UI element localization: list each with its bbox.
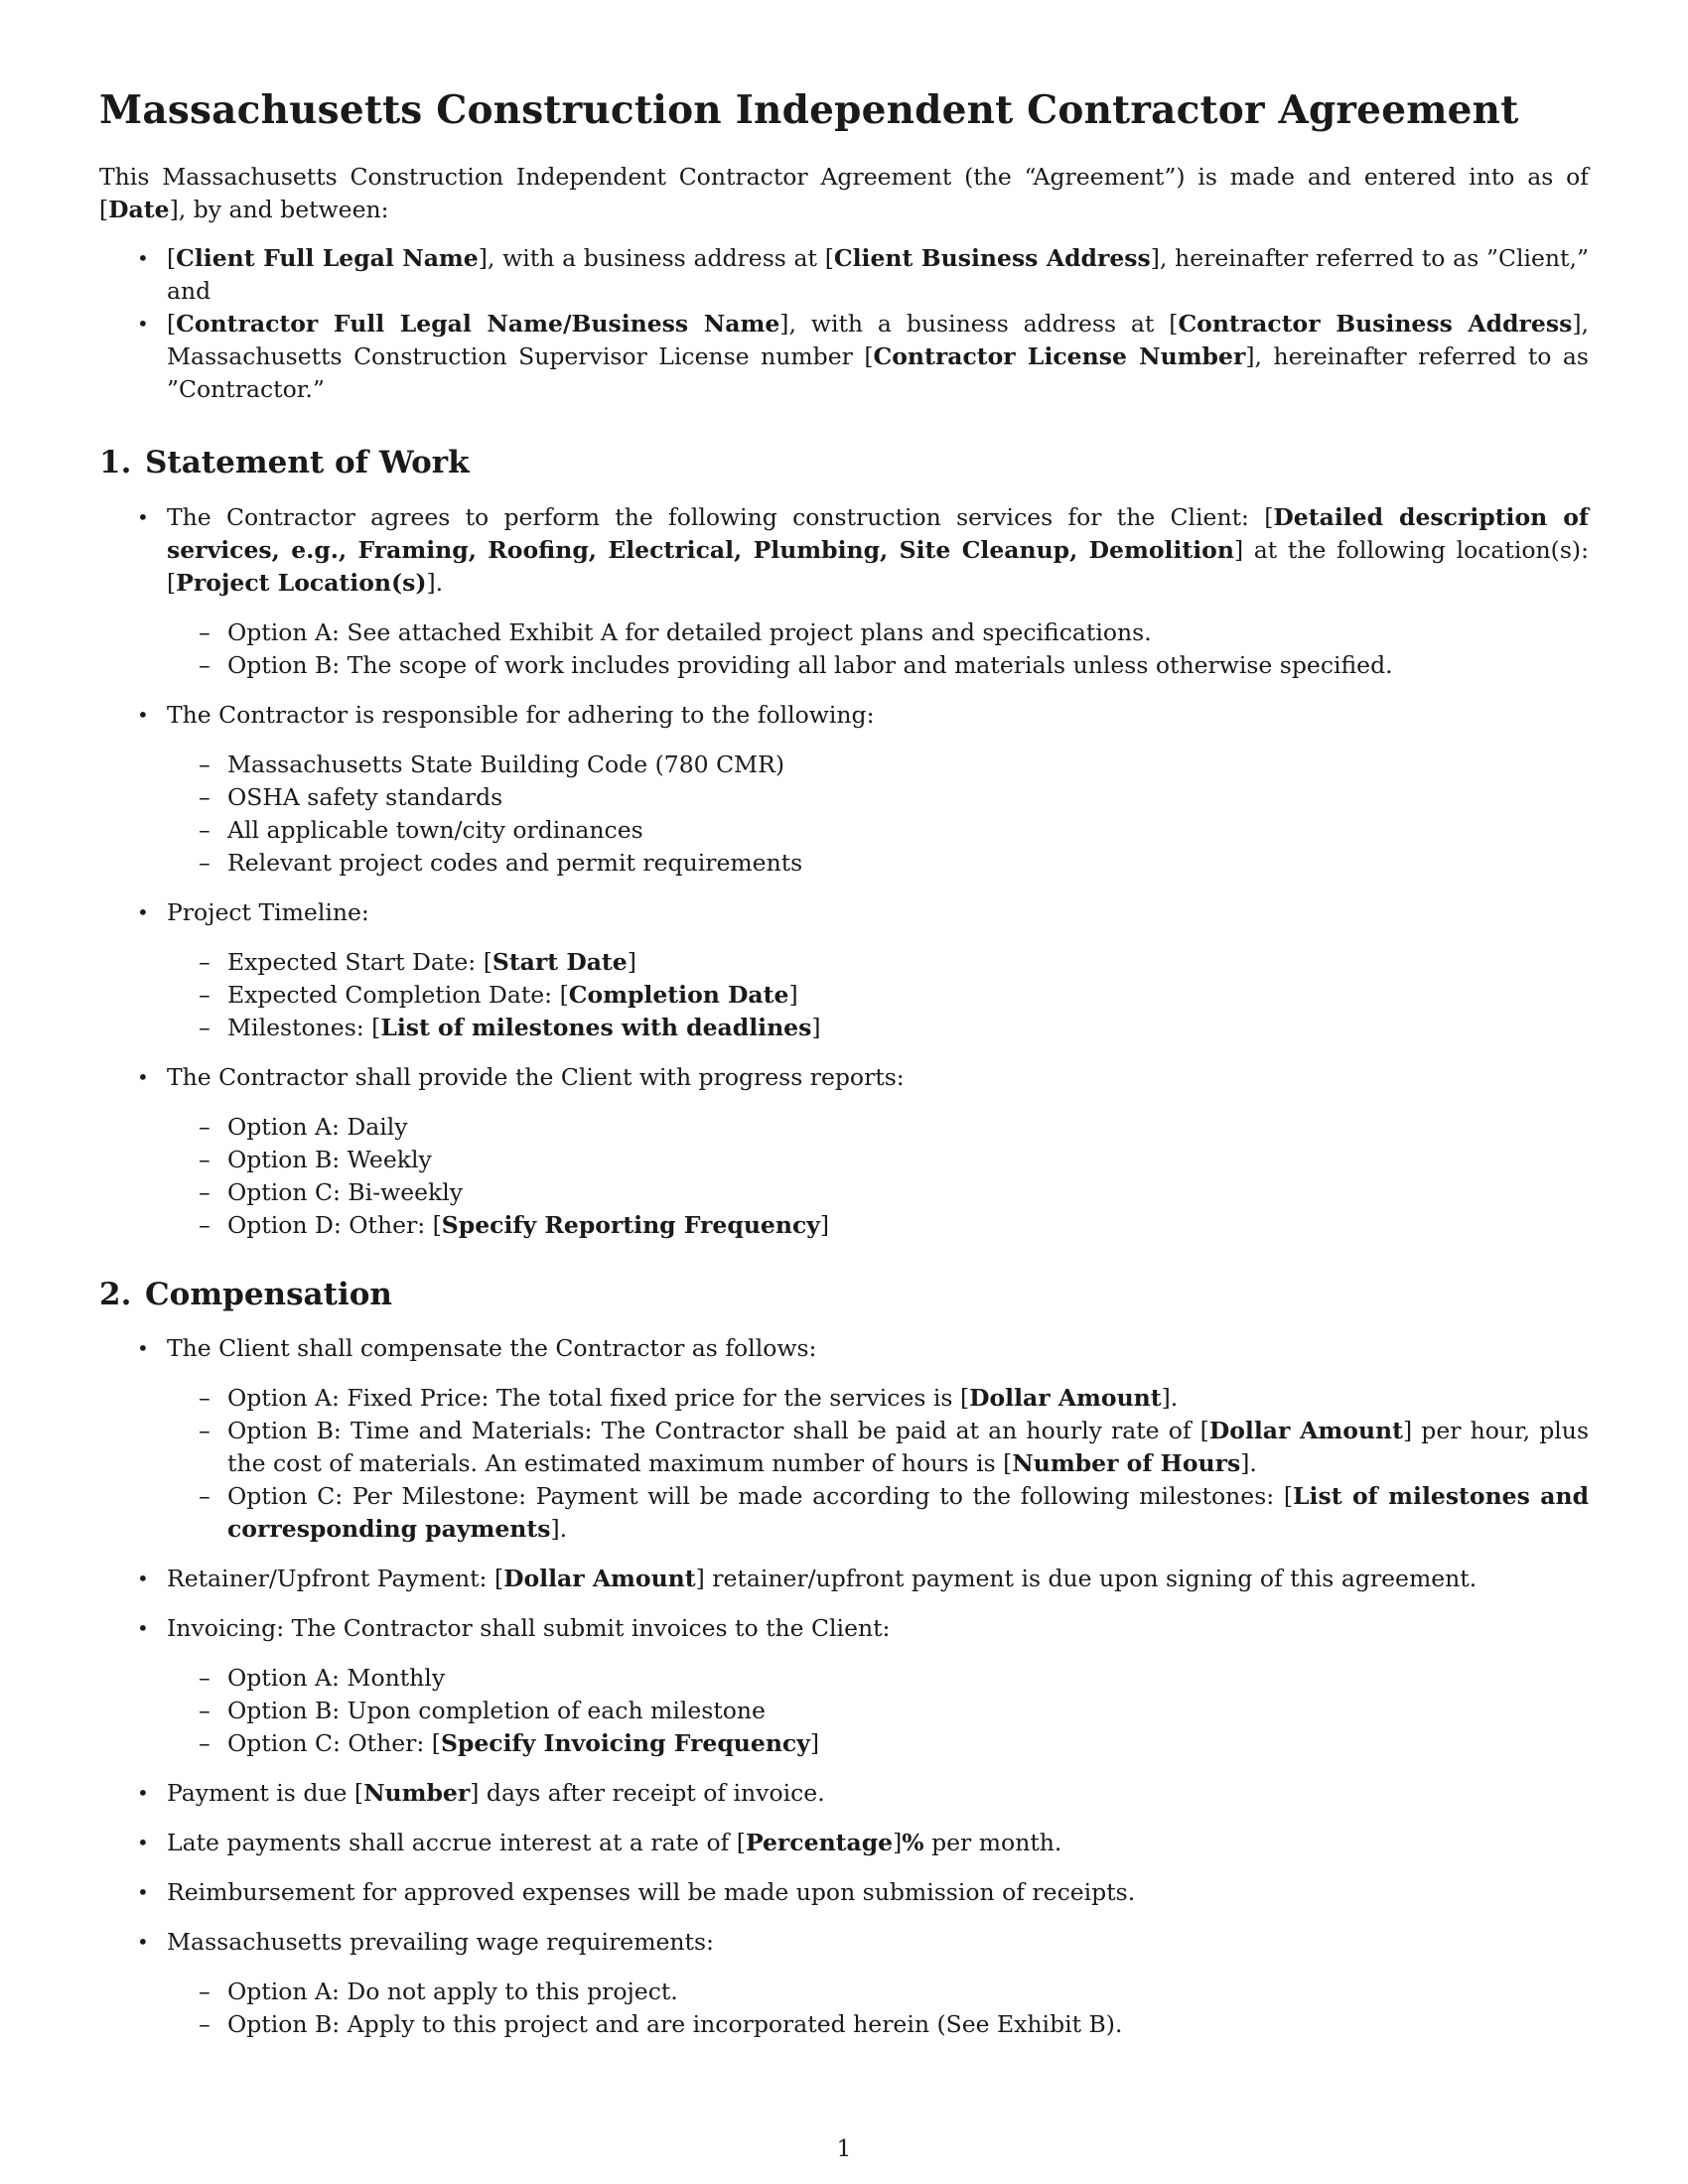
milestones-label: Milestones:	[227, 1014, 372, 1041]
compensation-text: The Client shall compensate the Contractor as follows:	[167, 1334, 817, 1362]
fixed-price-placeholder: Dollar Amount	[969, 1384, 1162, 1412]
section-2-heading	[99, 1277, 392, 1312]
option-text: Option C: Per Milestone: Payment will be made according to the following milestones:	[227, 1482, 1284, 1510]
list-item: – Option A: See attached Exhibit A for detailed project plans and specifications.	[99, 616, 1589, 649]
compliance-text: The Contractor is responsible for adhering to the following:	[167, 701, 875, 729]
list-item: – Option A: Fixed Price: The total fixed price for the services is [Dollar Amount].	[99, 1382, 1589, 1415]
parties-list	[99, 242, 1589, 406]
timeline-item	[99, 896, 1589, 1044]
completion-label: Expected Completion Date:	[227, 981, 560, 1009]
document-page	[99, 0, 1589, 2184]
compensation-item	[99, 1332, 1589, 1546]
list-item: – Option C: Per Milestone: Payment will be made according to the following milestones: [List of milestones and corresponding payments].	[99, 1480, 1589, 1546]
timeline-options	[167, 946, 1589, 1044]
completion-date-placeholder: Completion Date	[568, 981, 789, 1009]
list-item: – Expected Start Date: [Start Date]	[99, 946, 1589, 979]
retainer-placeholder: Dollar Amount	[503, 1565, 696, 1592]
contractor-license-placeholder: Contractor License Number	[873, 342, 1246, 370]
section-title: Statement of Work	[145, 445, 470, 480]
list-item: – All applicable town/city ordinances	[99, 814, 1589, 847]
option-text: per hour, plus the cost of materials. An estimated maximum number of hours is	[227, 1417, 1589, 1477]
list-item: – Option B: The scope of work includes providing all labor and materials unless otherwise specified.	[99, 649, 1589, 682]
contractor-party-item: • [Contractor Full Legal Name/Business Name], with a business address at [Contractor Business Address], Massachusetts Construction Supervisor License number [Contractor License Number], hereinafter referred to as ”Contractor.”	[99, 308, 1589, 406]
services-options	[167, 616, 1589, 682]
party-text: , hereinafter referred to as ”Contractor.”	[167, 342, 1589, 403]
client-party-item: • [Client Full Legal Name], with a business address at [Client Business Address], hereinafter referred to as ”Client,” and	[99, 242, 1589, 308]
list-item: – Option B: Apply to this project and are incorporated herein (See Exhibit B).	[99, 2008, 1589, 2041]
list-item: – Option C: Other: [Specify Invoicing Frequency]	[99, 1727, 1589, 1760]
section-number: 1.	[99, 445, 132, 480]
payment-due-item: • Payment is due [Number] days after receipt of invoice.	[99, 1777, 1589, 1810]
option-label: Option C: Other:	[227, 1729, 432, 1757]
location-placeholder: Project Location(s)	[176, 569, 427, 597]
retainer-item: • Retainer/Upfront Payment: [Dollar Amount] retainer/upfront payment is due upon signing of this agreement.	[99, 1563, 1589, 1595]
list-item: – Option C: Bi-weekly	[99, 1176, 1589, 1209]
services-text: .	[435, 569, 444, 597]
list-item: – Option D: Other: [Specify Reporting Frequency]	[99, 1209, 1589, 1242]
hours-placeholder: Number of Hours	[1012, 1449, 1241, 1477]
option-text: Option A: Fixed Price: The total fixed price for the services is	[227, 1384, 960, 1412]
list-item: – Option B: Weekly	[99, 1144, 1589, 1176]
prevailing-text: Massachusetts prevailing wage requirements:	[167, 1928, 714, 1956]
reports-item	[99, 1061, 1589, 1242]
prevailing-wage-item	[99, 1926, 1589, 2041]
services-text: at the following location(s):	[1243, 536, 1589, 564]
party-text: , with a business address at	[788, 310, 1170, 338]
compensation-options	[167, 1382, 1589, 1546]
client-address-placeholder: Client Business Address	[833, 244, 1151, 272]
payment-text: Payment is due	[167, 1779, 354, 1807]
late-text: per month.	[923, 1829, 1062, 1856]
document-title: Massachusetts Construction Independent Contractor Agreement	[99, 87, 1519, 133]
retainer-label: Retainer/Upfront Payment:	[167, 1565, 494, 1592]
prevailing-options	[167, 1976, 1589, 2041]
list-item: – Option A: Monthly	[99, 1662, 1589, 1695]
intro-text-end: , by and between:	[178, 196, 389, 223]
section-title: Compensation	[145, 1277, 392, 1312]
compliance-item	[99, 699, 1589, 880]
timeline-text: Project Timeline:	[167, 898, 369, 926]
intro-text: This Massachusetts Construction Independent Contractor Agreement (the “Agreement”) is made and entered into as of	[99, 163, 1589, 191]
milestones-placeholder: List of milestones with deadlines	[380, 1014, 812, 1041]
contractor-name-placeholder: Contractor Full Legal Name/Business Name	[176, 310, 780, 338]
list-item: – Massachusetts State Building Code (780 CMR)	[99, 749, 1589, 781]
section-2-list	[99, 1332, 1589, 2041]
party-text: , hereinafter referred to as ”Client,” and	[167, 244, 1589, 305]
list-item: – Option B: Time and Materials: The Contractor shall be paid at an hourly rate of [Dollar Amount] per hour, plus the cost of materials. An estimated maximum number of hours is [Number of Hours].	[99, 1415, 1589, 1480]
hourly-rate-placeholder: Dollar Amount	[1208, 1417, 1403, 1444]
start-date-placeholder: Start Date	[492, 948, 628, 976]
reports-text: The Contractor shall provide the Client with progress reports:	[167, 1063, 905, 1091]
invoicing-item	[99, 1612, 1589, 1760]
option-text: Option B: Time and Materials: The Contractor shall be paid at an hourly rate of	[227, 1417, 1200, 1444]
list-item: – Option B: Upon completion of each milestone	[99, 1695, 1589, 1727]
retainer-text: retainer/upfront payment is due upon signing of this agreement.	[704, 1565, 1477, 1592]
days-placeholder: Number	[363, 1779, 471, 1807]
list-item: – Option A: Daily	[99, 1111, 1589, 1144]
list-item: – OSHA safety standards	[99, 781, 1589, 814]
list-item: – Milestones: [List of milestones with deadlines]	[99, 1012, 1589, 1044]
reimbursement-item: • Reimbursement for approved expenses will be made upon submission of receipts.	[99, 1876, 1589, 1909]
compliance-options	[167, 749, 1589, 880]
invoicing-frequency-placeholder: Specify Invoicing Frequency	[440, 1729, 810, 1757]
invoicing-text: Invoicing: The Contractor shall submit invoices to the Client:	[167, 1614, 891, 1642]
late-text: Late payments shall accrue interest at a rate of	[167, 1829, 737, 1856]
list-item: – Expected Completion Date: [Completion Date]	[99, 979, 1589, 1012]
section-1-heading	[99, 445, 470, 480]
payment-text: days after receipt of invoice.	[479, 1779, 825, 1807]
services-text: The Contractor agrees to perform the following construction services for the Client:	[167, 503, 1265, 531]
party-text: , Massachusetts Construction Supervisor License number	[167, 310, 1589, 370]
milestone-payments-placeholder: List of milestones and corresponding payments	[227, 1482, 1589, 1543]
services-item: • The Contractor agrees to perform the following construction services for the Client: [Detailed description of services, e.g., Framing, Roofing, Electrical, Plumbing, Site Cleanup, Demolition] at the following location(s): [Project Location(s)]. – Option A: See attached Exhibit A for detailed project plans and specifications. – Option B: The scope of work includes providing all labor and materials unless otherwise specified.	[99, 501, 1589, 682]
reports-options	[167, 1111, 1589, 1242]
contractor-address-placeholder: Contractor Business Address	[1178, 310, 1573, 338]
list-item: – Option A: Do not apply to this project.	[99, 1976, 1589, 2008]
percent-sign: %	[902, 1829, 924, 1856]
date-placeholder: Date	[108, 196, 170, 223]
section-number: 2.	[99, 1277, 132, 1312]
percentage-placeholder: Percentage	[745, 1829, 894, 1856]
late-payment-item: • Late payments shall accrue interest at a rate of [Percentage]% per month.	[99, 1827, 1589, 1859]
page-number: 1	[836, 2134, 852, 2162]
start-label: Expected Start Date:	[227, 948, 484, 976]
client-name-placeholder: Client Full Legal Name	[176, 244, 479, 272]
party-text: , with a business address at	[487, 244, 825, 272]
reporting-frequency-placeholder: Specify Reporting Frequency	[441, 1211, 820, 1239]
list-item: – Relevant project codes and permit requirements	[99, 847, 1589, 880]
intro-paragraph: This Massachusetts Construction Independent Contractor Agreement (the “Agreement”) is made and entered into as of [Date], by and between:	[99, 163, 1589, 223]
section-1-list	[99, 501, 1589, 1242]
option-label: Option D: Other:	[227, 1211, 433, 1239]
invoicing-options	[167, 1662, 1589, 1760]
services-placeholder: Detailed description of services, e.g., Framing, Roofing, Electrical, Plumbing, Site Cleanup, Demolition	[167, 503, 1589, 564]
